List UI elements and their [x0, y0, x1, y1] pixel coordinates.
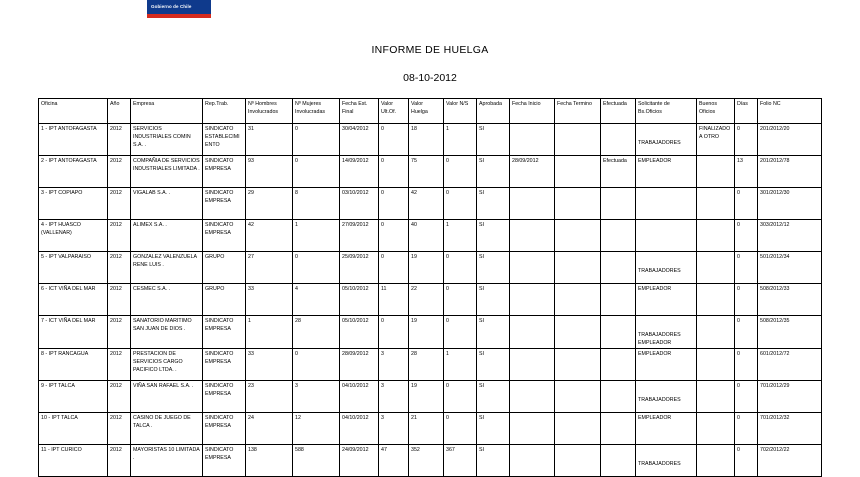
- table-cell: 75: [409, 156, 444, 188]
- table-cell: [510, 445, 555, 477]
- table-cell: 1: [444, 124, 477, 156]
- table-cell: MAYORISTAS 10 LIMITADA .: [131, 445, 203, 477]
- table-cell: 04/10/2012: [340, 381, 379, 413]
- table-cell: 5 - IPT VALPARAISO: [39, 252, 108, 284]
- table-cell: TRABAJADORES EMPLEADOR: [636, 316, 697, 349]
- table-cell: 0: [293, 349, 340, 381]
- table-cell: 0: [444, 252, 477, 284]
- table-cell: 0: [735, 220, 758, 252]
- table-cell: 21: [409, 413, 444, 445]
- table-cell: EMPLEADOR: [636, 284, 697, 316]
- table-cell: 19: [409, 316, 444, 349]
- column-header: Valor Ult.Of.: [379, 99, 409, 124]
- column-header: Fecha Termino: [555, 99, 601, 124]
- table-cell: SI: [477, 349, 510, 381]
- table-cell: [601, 381, 636, 413]
- table-cell: 8 - IPT RANCAGUA: [39, 349, 108, 381]
- table-cell: 201/2012/20: [758, 124, 822, 156]
- table-cell: 303/2012/12: [758, 220, 822, 252]
- table-row: [39, 188, 822, 220]
- table-cell: 138: [246, 445, 293, 477]
- table-cell: [601, 445, 636, 477]
- table-cell: [510, 316, 555, 349]
- table-row: [39, 316, 822, 349]
- table-cell: 1: [444, 220, 477, 252]
- logo-text: Gobierno de Chile: [151, 4, 192, 9]
- table-cell: 6 - ICT VIÑA DEL MAR: [39, 284, 108, 316]
- table-cell: 28/09/2012: [340, 349, 379, 381]
- table-cell: 0: [379, 188, 409, 220]
- table-cell: 2012: [108, 381, 131, 413]
- table-cell: 27/09/2012: [340, 220, 379, 252]
- table-cell: [555, 316, 601, 349]
- table-cell: [555, 381, 601, 413]
- table-cell: SI: [477, 284, 510, 316]
- table-cell: 508/2012/35: [758, 316, 822, 349]
- table-cell: GRUPO: [203, 252, 246, 284]
- table-cell: EMPLEADOR: [636, 413, 697, 445]
- table-cell: Efectuada: [601, 156, 636, 188]
- table-cell: 2012: [108, 349, 131, 381]
- table-cell: [697, 381, 735, 413]
- table-cell: 05/10/2012: [340, 284, 379, 316]
- table-cell: 12: [293, 413, 340, 445]
- table-cell: 29: [246, 188, 293, 220]
- table-cell: ALIMEX S.A. .: [131, 220, 203, 252]
- table-cell: [601, 220, 636, 252]
- table-cell: CESMEC S.A. .: [131, 284, 203, 316]
- table-cell: 0: [735, 349, 758, 381]
- table-cell: 28: [409, 349, 444, 381]
- table-cell: [601, 124, 636, 156]
- table-cell: 702/2012/22: [758, 445, 822, 477]
- table-cell: [555, 284, 601, 316]
- table-cell: 9 - IPT TALCA: [39, 381, 108, 413]
- table-cell: [510, 188, 555, 220]
- table-cell: SI: [477, 381, 510, 413]
- table-cell: 0: [444, 381, 477, 413]
- table-cell: 367: [444, 445, 477, 477]
- table-row: [39, 220, 822, 252]
- table-cell: SI: [477, 220, 510, 252]
- column-header: Efectuada: [601, 99, 636, 124]
- table-cell: [510, 381, 555, 413]
- table-cell: [636, 220, 697, 252]
- table-row: [39, 156, 822, 188]
- table-cell: 2012: [108, 220, 131, 252]
- table-cell: 19: [409, 381, 444, 413]
- table-cell: 28/09/2012: [510, 156, 555, 188]
- table-cell: [697, 284, 735, 316]
- table-cell: [697, 349, 735, 381]
- table-cell: SI: [477, 252, 510, 284]
- table-cell: 0: [735, 316, 758, 349]
- table-row: [39, 124, 822, 156]
- table-cell: 0: [735, 445, 758, 477]
- table-cell: 27: [246, 252, 293, 284]
- column-header: Año: [108, 99, 131, 124]
- table-cell: 3: [293, 381, 340, 413]
- column-header: Valor Huelga: [409, 99, 444, 124]
- table-cell: 93: [246, 156, 293, 188]
- table-cell: 0: [444, 188, 477, 220]
- table-row: [39, 252, 822, 284]
- table-cell: TRABAJADORES: [636, 252, 697, 284]
- table-cell: [555, 124, 601, 156]
- table-cell: 7 - ICT VIÑA DEL MAR: [39, 316, 108, 349]
- table-cell: TRABAJADORES: [636, 381, 697, 413]
- table-cell: TRABAJADORES: [636, 124, 697, 156]
- table-cell: [555, 349, 601, 381]
- table-row: [39, 413, 822, 445]
- table-cell: 2012: [108, 413, 131, 445]
- table-cell: 1: [293, 220, 340, 252]
- table-cell: 0: [735, 124, 758, 156]
- table-cell: COMPAÑIA DE SERVICIOS INDUSTRIALES LIMITADA .: [131, 156, 203, 188]
- table-cell: 40: [409, 220, 444, 252]
- table-cell: GRUPO: [203, 284, 246, 316]
- table-cell: SI: [477, 445, 510, 477]
- column-header: Fecha Inicio: [510, 99, 555, 124]
- table-cell: 24: [246, 413, 293, 445]
- table-cell: 33: [246, 349, 293, 381]
- table-cell: SI: [477, 316, 510, 349]
- column-header: Rep.Trab.: [203, 99, 246, 124]
- table-cell: 701/2012/29: [758, 381, 822, 413]
- table-cell: [601, 413, 636, 445]
- table-cell: 701/2012/32: [758, 413, 822, 445]
- table-cell: EMPLEADOR: [636, 156, 697, 188]
- table-cell: 3: [379, 349, 409, 381]
- table-cell: 23: [246, 381, 293, 413]
- column-header: Nº Hombres Involucrados: [246, 99, 293, 124]
- table-cell: [697, 156, 735, 188]
- table-cell: 2012: [108, 316, 131, 349]
- table-cell: [510, 220, 555, 252]
- table-cell: [697, 220, 735, 252]
- table-cell: [636, 188, 697, 220]
- table-cell: 19: [409, 252, 444, 284]
- table-cell: [555, 252, 601, 284]
- table-cell: 11 - IPT CURICO: [39, 445, 108, 477]
- table-cell: [510, 124, 555, 156]
- table-cell: 0: [379, 252, 409, 284]
- table-cell: VIGALAB S.A. .: [131, 188, 203, 220]
- table-cell: GONZALEZ VALENZUELA RENE LUIS .: [131, 252, 203, 284]
- table-cell: PRESTACION DE SERVICIOS CARGO PACIFICO LTDA. .: [131, 349, 203, 381]
- table-cell: 1 - IPT ANTOFAGASTA: [39, 124, 108, 156]
- table-header-row: [39, 99, 822, 124]
- table-cell: [697, 413, 735, 445]
- table-cell: [510, 413, 555, 445]
- table-cell: [601, 349, 636, 381]
- table-cell: 1: [444, 349, 477, 381]
- strike-report-table: [38, 98, 822, 477]
- table-cell: [601, 252, 636, 284]
- logo-red-stripe: [147, 14, 211, 18]
- table-cell: 2012: [108, 188, 131, 220]
- table-cell: 13: [735, 156, 758, 188]
- table-cell: [697, 316, 735, 349]
- table-cell: 14/09/2012: [340, 156, 379, 188]
- table-cell: SANATORIO MARITIMO SAN JUAN DE DIOS .: [131, 316, 203, 349]
- table-cell: 31: [246, 124, 293, 156]
- table-cell: 0: [379, 124, 409, 156]
- table-cell: SINDICATO EMPRESA: [203, 188, 246, 220]
- table-cell: 0: [379, 220, 409, 252]
- table-cell: SI: [477, 124, 510, 156]
- table-cell: 0: [293, 156, 340, 188]
- table-cell: SERVICIOS INDUSTRIALES COMIN S.A. .: [131, 124, 203, 156]
- table-cell: 42: [246, 220, 293, 252]
- table-cell: SINDICATO EMPRESA: [203, 413, 246, 445]
- table-cell: [555, 220, 601, 252]
- table-cell: [555, 156, 601, 188]
- table-cell: 42: [409, 188, 444, 220]
- table-cell: EMPLEADOR: [636, 349, 697, 381]
- table-cell: 0: [379, 156, 409, 188]
- table-row: [39, 381, 822, 413]
- table-cell: 201/2012/78: [758, 156, 822, 188]
- table-cell: 22: [409, 284, 444, 316]
- table-cell: CASINO DE JUEGO DE TALCA .: [131, 413, 203, 445]
- table-cell: 0: [444, 413, 477, 445]
- table-cell: 03/10/2012: [340, 188, 379, 220]
- table-cell: FINALIZADO A OTRO: [697, 124, 735, 156]
- column-header: Folio NC: [758, 99, 822, 124]
- report-title: INFORME DE HUELGA: [371, 44, 489, 56]
- table-cell: 8: [293, 188, 340, 220]
- table-cell: 501/2012/34: [758, 252, 822, 284]
- table-cell: [601, 284, 636, 316]
- table-cell: [601, 316, 636, 349]
- table-cell: SINDICATO EMPRESA: [203, 381, 246, 413]
- column-header: Días: [735, 99, 758, 124]
- table-cell: 2 - IPT ANTOFAGASTA: [39, 156, 108, 188]
- column-header: Fecha Est. Final: [340, 99, 379, 124]
- column-header: Oficina: [39, 99, 108, 124]
- table-row: [39, 349, 822, 381]
- table-cell: 0: [735, 252, 758, 284]
- table-cell: 33: [246, 284, 293, 316]
- table-cell: 601/2012/72: [758, 349, 822, 381]
- table-cell: 4: [293, 284, 340, 316]
- table-cell: 0: [735, 381, 758, 413]
- table-cell: 04/10/2012: [340, 413, 379, 445]
- table-cell: 0: [444, 316, 477, 349]
- table-cell: [510, 252, 555, 284]
- table-cell: 301/2012/30: [758, 188, 822, 220]
- column-header: Empresa: [131, 99, 203, 124]
- table-cell: 3 - IPT COPIAPO: [39, 188, 108, 220]
- table-cell: 25/09/2012: [340, 252, 379, 284]
- table-cell: VIÑA SAN RAFAEL S.A. .: [131, 381, 203, 413]
- column-header: Buenos Oficios: [697, 99, 735, 124]
- table-cell: 10 - IPT TALCA: [39, 413, 108, 445]
- report-date: 08-10-2012: [403, 72, 457, 84]
- table-cell: [697, 445, 735, 477]
- table-cell: 4 - IPT HUASCO (VALLENAR): [39, 220, 108, 252]
- table-cell: 47: [379, 445, 409, 477]
- column-header: Solicitante de Bs.Oficios: [636, 99, 697, 124]
- table-cell: 0: [444, 284, 477, 316]
- column-header: Nº Mujeres Involucradas: [293, 99, 340, 124]
- table-cell: 30/04/2012: [340, 124, 379, 156]
- table-cell: 2012: [108, 284, 131, 316]
- table-cell: 0: [379, 316, 409, 349]
- table-cell: SINDICATO EMPRESA: [203, 349, 246, 381]
- table-cell: SINDICATO EMPRESA: [203, 316, 246, 349]
- table-cell: 2012: [108, 124, 131, 156]
- table-cell: 28: [293, 316, 340, 349]
- table-cell: TRABAJADORES: [636, 445, 697, 477]
- table-cell: 24/09/2012: [340, 445, 379, 477]
- table-cell: 3: [379, 413, 409, 445]
- table-cell: [555, 413, 601, 445]
- column-header: Aprobada: [477, 99, 510, 124]
- table-cell: 0: [735, 188, 758, 220]
- table-cell: 11: [379, 284, 409, 316]
- table-cell: [510, 349, 555, 381]
- table-cell: 2012: [108, 252, 131, 284]
- table-cell: 0: [293, 124, 340, 156]
- table-cell: SINDICATO ESTABLECIMIENTO: [203, 124, 246, 156]
- table-cell: SINDICATO EMPRESA: [203, 156, 246, 188]
- table-cell: [697, 252, 735, 284]
- table-row: [39, 284, 822, 316]
- table-cell: [555, 188, 601, 220]
- gobierno-logo: [147, 0, 211, 18]
- table-cell: 2012: [108, 445, 131, 477]
- table-cell: 0: [444, 156, 477, 188]
- table-cell: [510, 284, 555, 316]
- table-cell: [601, 188, 636, 220]
- table-cell: [697, 188, 735, 220]
- table-cell: SINDICATO EMPRESA: [203, 220, 246, 252]
- table-cell: 2012: [108, 156, 131, 188]
- column-header: Valor N/S: [444, 99, 477, 124]
- table-cell: 352: [409, 445, 444, 477]
- table-cell: 0: [735, 284, 758, 316]
- table-cell: 1: [246, 316, 293, 349]
- table-cell: SI: [477, 188, 510, 220]
- table-cell: 05/10/2012: [340, 316, 379, 349]
- table-cell: 18: [409, 124, 444, 156]
- table-cell: 588: [293, 445, 340, 477]
- table-cell: SI: [477, 413, 510, 445]
- table-cell: 3: [379, 381, 409, 413]
- table-cell: SI: [477, 156, 510, 188]
- table-cell: SINDICATO EMPRESA: [203, 445, 246, 477]
- table-cell: 0: [735, 413, 758, 445]
- table-cell: 0: [293, 252, 340, 284]
- table-cell: 508/2012/33: [758, 284, 822, 316]
- table-row: [39, 445, 822, 477]
- table-cell: [555, 445, 601, 477]
